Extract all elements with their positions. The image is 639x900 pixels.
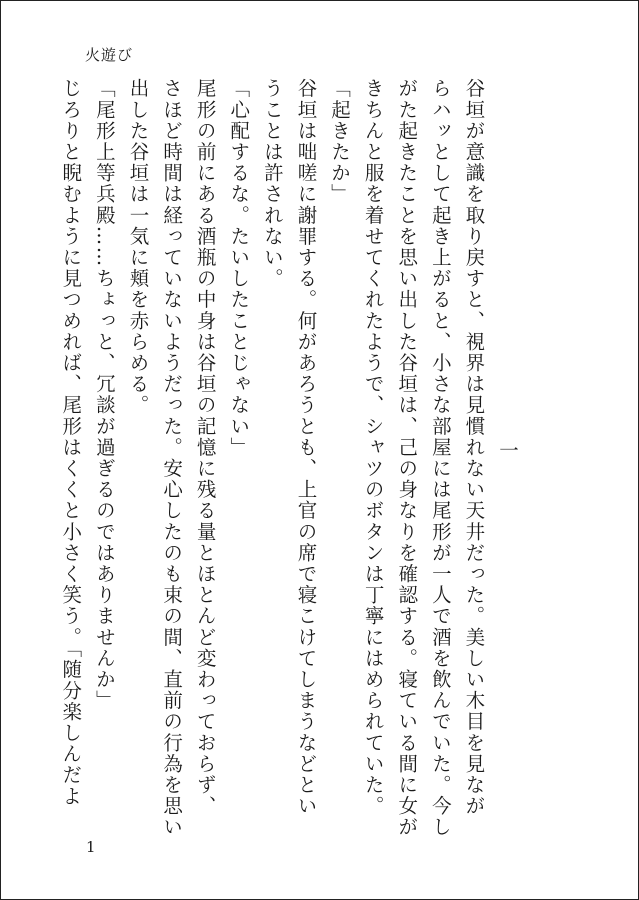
text-line-6: 谷垣は咄嗟に謝罪する。何があろうとも、上官の席で寝こけてしまうなどとい [294, 78, 318, 817]
text-line-10: さほど時間は経っていないようだった。安心したのも束の間、直前の行為を思い [160, 78, 184, 838]
text-line-13: じろりと睨むように見つめれば、尾形はくくと小さく笑う。「随分楽しんだよ [59, 78, 83, 807]
text-line-7: うことは許されない。 [260, 78, 284, 289]
chapter-number: 一 [496, 440, 519, 462]
text-line-12: 「尾形上等兵殿……ちょっと、冗談が過ぎるのではありませんか」 [92, 78, 116, 711]
text-line-1: 谷垣が意識を取り戻すと、視界は見慣れない天井だった。美しい木目を見なが [462, 78, 486, 817]
running-header-title: 火遊び [85, 46, 134, 64]
text-line-9: 尾形の前にある酒瓶の中身は谷垣の記憶に残る量とほとんど変わっておらず、 [193, 78, 217, 817]
text-line-11: 出した谷垣は一気に頬を赤らめる。 [126, 78, 150, 416]
text-line-5: 「起きたか」 [328, 78, 352, 205]
text-line-3: がた起きたことを思い出した谷垣は、己の身なりを確認する。寝ている間に女が [395, 78, 419, 838]
text-line-8: 「心配するな。たいしたことじゃない」 [227, 78, 251, 458]
text-line-2: らハッとして起き上がると、小さな部屋には尾形が一人で酒を飲んでいた。今し [428, 78, 452, 838]
page-number: 1 [86, 838, 96, 856]
vertical-text-body [54, 78, 524, 838]
text-line-4: きちんと服を着せてくれたようで、シャツのボタンは丁寧にはめられていた。 [361, 78, 385, 817]
